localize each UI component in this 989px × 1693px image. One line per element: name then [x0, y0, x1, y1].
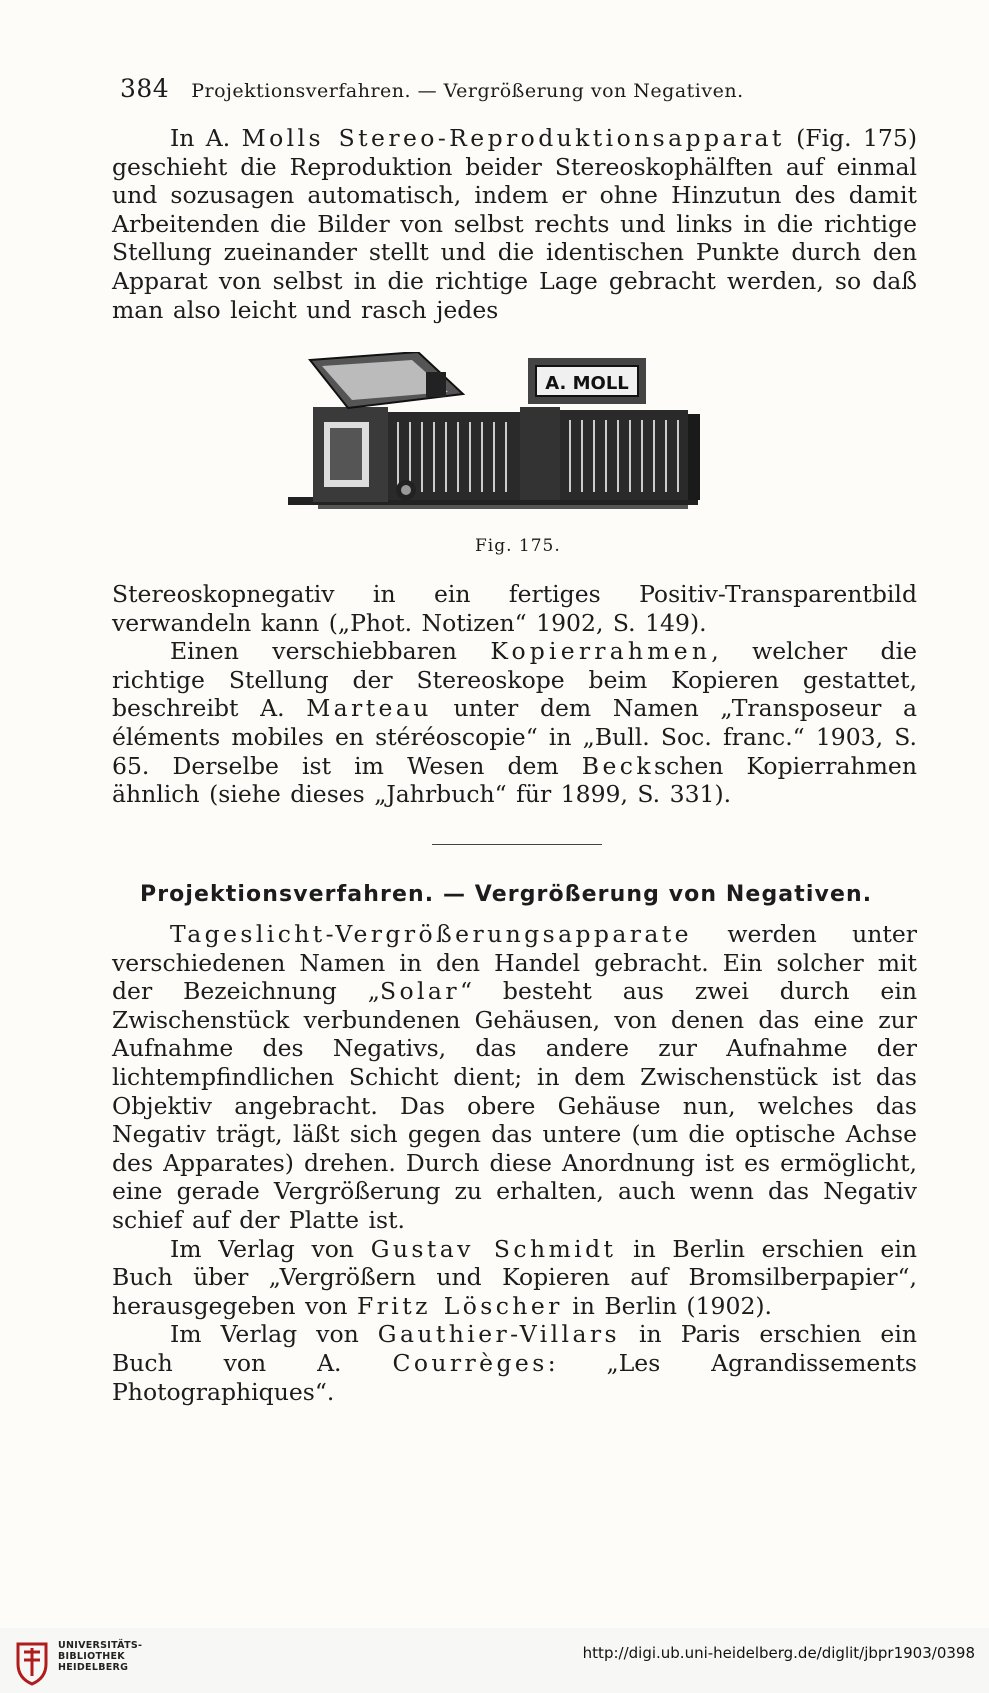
university-seal-icon: [12, 1636, 52, 1686]
section-heading: Projektionsverfahren. — Vergrößerung von Negativen.: [140, 882, 873, 907]
spaced-term: Fritz Löscher: [356, 1291, 563, 1320]
text-run: in Berlin erschien ein Buch über „Vergrößern und Kopieren auf Bromsilberpapier“, herausgegeben von: [112, 1234, 917, 1320]
text-run: in Berlin (1902).: [562, 1291, 773, 1320]
plate-label: A. MOLL: [545, 373, 629, 394]
text-run: : „Les Agrandissements Photographiques“.: [112, 1348, 917, 1406]
logo-line: BIBLIOTHEK: [58, 1651, 125, 1662]
paragraph-stereo-continued: [112, 580, 917, 809]
running-title: Projektionsverfahren. — Vergrößerung von Negativen.: [191, 80, 744, 102]
spaced-term: Kopierrahmen: [490, 637, 712, 666]
text-run: Im Verlag von: [170, 1234, 371, 1263]
text-run: Stereoskopnegativ in ein fertiges Positiv-Transparentbild verwandeln kann („Phot. Notizen“ 1902, S. 149).: [112, 580, 917, 637]
spaced-term: Gustav Schmidt: [370, 1234, 617, 1263]
spaced-term: Gauthier-Villars: [377, 1320, 620, 1349]
spaced-term: Solar: [379, 977, 460, 1006]
text-run: Einen verschiebbaren: [170, 637, 491, 666]
logo-line: HEIDELBERG: [58, 1662, 129, 1673]
text-run: schen Kopierrahmen ähnlich (siehe dieses „Jahrbuch“ für 1899, S. 331).: [112, 751, 917, 809]
text-run: (Fig. 175) geschieht die Reproduktion beider Stereoskophälften auf einmal und sozusagen automatisch, indem er ohne Hinzutun des damit Arbeitenden die Bilder von selbst rechts und links in die richtige Stellung zueinander stellt und die identischen Punkte durch den Apparat von selbst in die richtige Lage gebracht werden, so daß man also leicht und rasch jedes: [112, 124, 917, 324]
page-number: 384: [120, 74, 170, 103]
spaced-term: Molls Stereo-Reproduktionsapparat: [241, 124, 785, 152]
text-run: unter dem Namen „Transposeur a éléments mobiles en stéréoscopie“ in „Bull. Soc. franc.“ 1903, S. 65. Derselbe ist im Wesen dem: [112, 694, 917, 780]
figure-caption: Fig. 175.: [475, 536, 561, 556]
paragraph-moll: [112, 124, 917, 324]
figure-moll-apparatus: [288, 352, 748, 527]
text-run: in Paris erschien ein Buch von A.: [112, 1320, 917, 1377]
running-head: [120, 74, 920, 103]
logo-line: UNIVERSITÄTS-: [58, 1640, 143, 1651]
source-url-link[interactable]: http://digi.ub.uni-heidelberg.de/diglit/jbpr1903/0398: [582, 1644, 975, 1662]
paragraph-solar: [112, 920, 917, 1406]
text-run: werden unter verschiedenen Namen in den Handel gebracht. Ein solcher mit der Bezeichnung „: [112, 920, 917, 1006]
text-run: , welcher die richtige Stellung der Stereoskope beim Kopieren gestattet, beschreibt A.: [112, 637, 917, 723]
section-divider: [432, 844, 602, 845]
text-run: “ besteht aus zwei durch ein Zwischenstück verbundenen Gehäusen, von denen das eine zur Aufnahme des Negativs, das andere zur Aufnahme der lichtempfindlichen Schicht dient; in dem Zwischenstück ist das Objektiv angebracht. Das obere Gehäuse nun, welches das Negativ trägt, läßt sich gegen das untere (um die optische Achse des Apparates) drehen. Durch diese Anordnung ist es ermöglicht, eine gerade Vergrößerung zu erhalten, auch wenn das Negativ schief auf der Platte ist.: [112, 977, 917, 1234]
spaced-term: Courrèges: [392, 1348, 548, 1377]
spaced-term: Beck: [581, 751, 654, 780]
text-run: Im Verlag von: [170, 1320, 378, 1349]
library-logo-text: [58, 1640, 142, 1673]
spaced-term: Tageslicht-Vergrößerungsapparate: [170, 920, 692, 948]
text-run: In A.: [170, 124, 242, 152]
spaced-term: Marteau: [306, 694, 432, 723]
